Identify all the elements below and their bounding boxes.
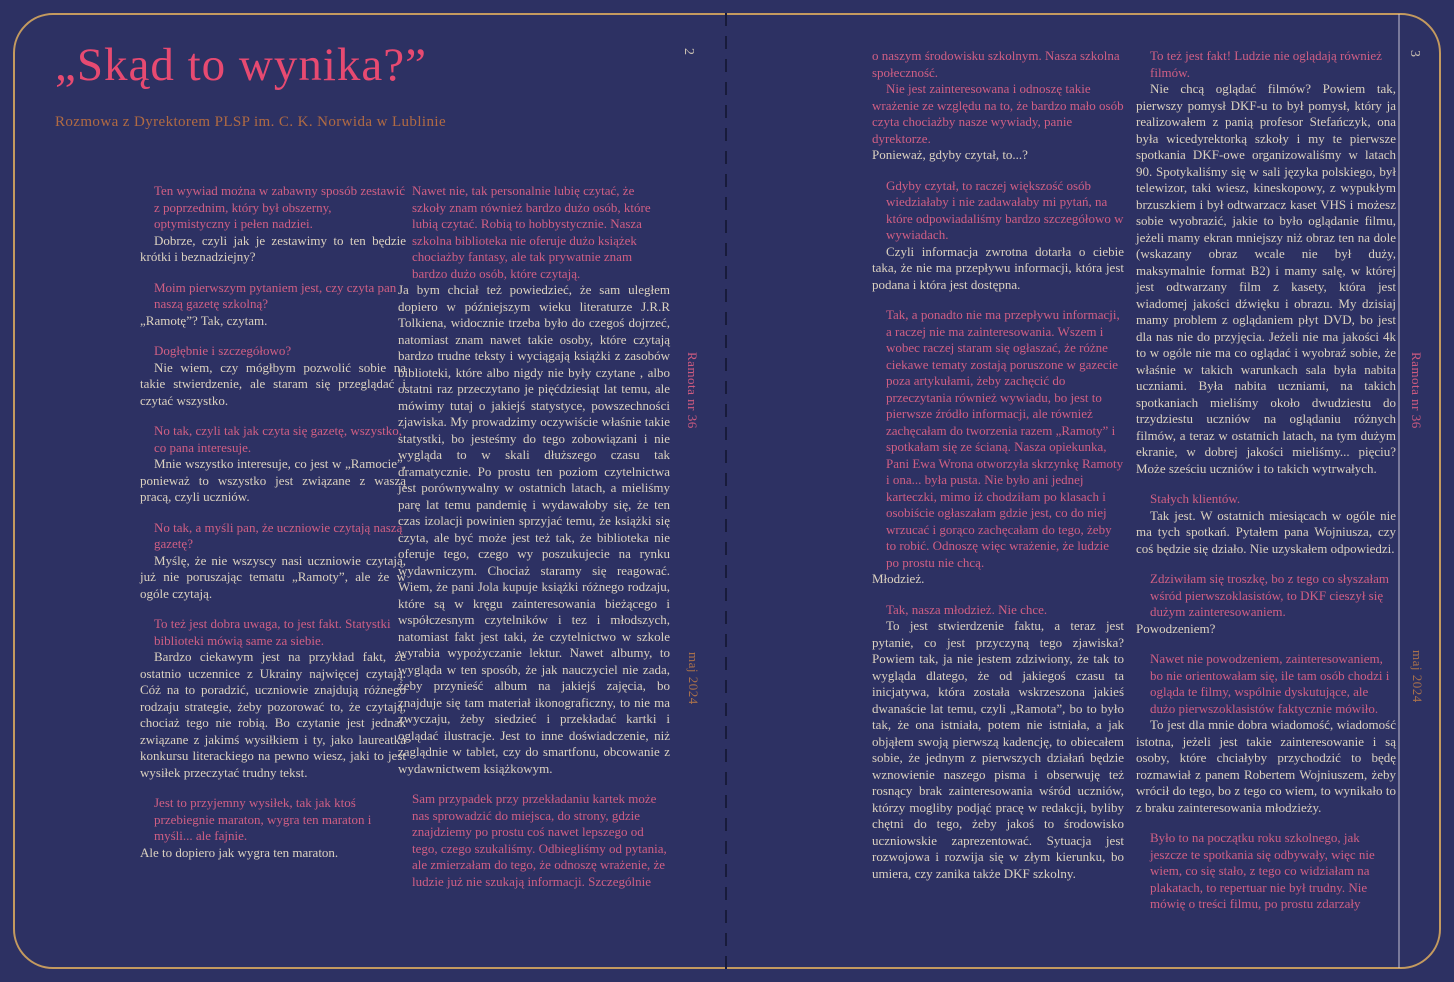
right-page-column-1 <box>872 48 1124 882</box>
interview-answer-paragraph: Młodzież. <box>872 571 925 586</box>
spine-fold-dashed-line <box>725 13 727 969</box>
interview-question-paragraph: To też jest dobra uwaga, to jest fakt. Statystki biblioteki mówią same za siebie. <box>154 616 391 648</box>
left-page-number: 2 <box>681 48 696 56</box>
interview-answer-paragraph: Tak jest. W ostatnich miesiącach w ogóle nie ma tych spotkań. Pytałem pana Wojniusza, czy coś będzie się działo. Nie uzyskałem odpowiedzi. <box>1136 507 1396 556</box>
interview-question-paragraph: Tak, nasza młodzież. Nie chce. <box>886 601 1048 617</box>
interview-answer-paragraph: Bardzo ciekawym jest na przykład fakt, że ostatnio uczennice z Ukrainy najwięcej czytają. Cóż na to poradzić, uczniowie znajdują różnego rodzaju strategie, żeby pozorować to, że czytają, chociaż tego nie robią. Bo czytanie jest jednak związane z jakimś wysiłkiem i ty, jako laureatka konkursu literackiego na pewno wiesz, jaki to jest wysiłek przeczytać trudny tekst. <box>140 649 406 780</box>
page-edge-line <box>1398 14 1400 968</box>
right-date-label: maj 2024 <box>1410 650 1425 703</box>
right-page-column-2 <box>1136 48 1396 913</box>
interview-answer-paragraph: To jest dla mnie dobra wiadomość, wiadomość istotna, jeżeli jest takie zainteresowanie i są osoby, które chciałyby przychodzić to będę rozmawiał z panem Robertem Wojniuszem, żeby wrócił do tego, bo z tego co wiem, to wynikało to z braku zainteresowania młodzieży. <box>1136 717 1396 815</box>
interview-answer-paragraph: Ponieważ, gdyby czytał, to...? <box>872 147 1028 162</box>
interview-answer-paragraph: Powodzeniem? <box>1136 620 1216 636</box>
right-issue-label: Ramota nr 36 <box>1409 352 1424 429</box>
interview-answer-paragraph: Nie wiem, czy mógłbym pozwolić sobie na takie stwierdzenie, ale staram się przeglądać i czytać wszystko. <box>140 359 406 408</box>
interview-question-paragraph: No tak, czyli tak jak czyta się gazetę, wszystko, co pana interesuje. <box>154 423 402 455</box>
interview-answer-paragraph: Dobrze, czyli jak je zestawimy to ten będzie krótki i beznadziejny? <box>140 232 406 264</box>
interview-question-paragraph: Jest to przyjemny wysiłek, tak jak ktoś przebiegnie maraton, wygra ten maraton i myśli... ale fajnie. <box>154 795 372 843</box>
page-subtitle: Rozmowa z Dyrektorem PLSP im. C. K. Norwida w Lublinie <box>55 114 446 130</box>
left-page-column-2 <box>398 183 670 890</box>
left-date-label: maj 2024 <box>686 652 701 705</box>
interview-answer-paragraph: Myślę, że nie wszyscy nasi uczniowie czytają, już nie poruszając tematu „Ramoty”, ale że w ogóle czytają. <box>140 552 406 601</box>
interview-question-paragraph: Ten wywiad można w zabawny sposób zestawić z poprzednim, który był obszerny, optymistyczny i pełen nadziei. <box>154 183 406 231</box>
interview-question-paragraph: Moim pierwszym pytaniem jest, czy czyta pan naszą gazetę szkolną? <box>154 279 397 311</box>
interview-question-paragraph: Sam przypadek przy przekładaniu kartek może nas sprowadzić do miejsca, do strony, gdzie znajdziemy po prostu coś nawet lepszego od tego, czego szukaliśmy. Odbiegliśmy od pytania, ale zmierzałam do tego, że odnoszę wrażenie, że ludzie już nie szukają informacji. Szczególnie <box>412 791 667 889</box>
interview-question-paragraph: Dogłębnie i szczegółowo? <box>154 343 292 358</box>
interview-question-paragraph: Zdziwiłam się troszkę, bo z tego co słyszałam wśród pierwszoklasistów, to DKF cieszył się dużym zainteresowaniem. <box>1150 571 1389 619</box>
interview-answer-paragraph: Nie chcą oglądać filmów? Powiem tak, pierwszy pomysł DKF-u to był pomysł, który ja realizowałem z panią profesor Stefańczyk, ona była wicedyrektorką szkoły i my te pierwsze spotkania DKF-owe organizowaliśmy w latach 90. Spotykaliśmy się w sali języka polskiego, był telewizor, taki wiesz, kineskopowy, z wypukłym brzuszkiem i był odtwarzacz kaset VHS i możesz sobie wyobrazić, jakie to było oglądanie filmu, jeżeli mamy ekran mniejszy niż obraz ten na dole (wskazany obraz wcale nie był duży, maksymalnie format B2) i mamy salę, w której jest odtwarzany film z kasety, która jest wiadomej jakości dźwięku i obrazu. My dzisiaj mamy problem z oglądaniem płyt DVD, bo jest dla nas nie do przyjęcia. Jeżeli nie ma jakości 4k to w ogóle nie ma co oglądać i wyobraź sobie, że właśnie w takich warunkach sala była nabita uczniami. Była nabita uczniami, na takich spotkaniach mieliśmy około dwudziestu do trzydziestu uczniów na oglądaniu różnych filmów, a teraz w ostatnich latach, na tym dużym ekranie, w dobrej jakości mieliśmy... pięciu? Może sześciu uczniów i to takich wytrwałych. <box>1136 81 1396 476</box>
interview-question-paragraph: Było to na początku roku szkolnego, jak jeszcze te spotkania się odbywały, więc nie wiem, co się stało, z tego co widziałam na plakatach, to repertuar nie był trudny. Nie mówię o treści filmu, po prostu zdarzały <box>1150 830 1375 911</box>
interview-question-paragraph: o naszym środowisku szkolnym. Nasza szkolna społeczność. <box>872 48 1120 80</box>
interview-question-paragraph: Stałych klientów. <box>1150 491 1241 506</box>
interview-question-paragraph: Tak, a ponadto nie ma przepływu informacji, a raczej nie ma zainteresowania. Wszem i wobec raczej staram się ogłaszać, że różne ciekawe tematy zostają poruszone w gazecie poza artykułami, żeby zachęcić do przeczytania również wywiadu, bo jest to pierwsze źródło informacji, ale również zachęcałam do tworzenia razem „Ramoty” i spotkałam się ze ścianą. Nasza opiekunka, Pani Ewa Wrona otworzyła skrzynkę Ramoty i ona... była pusta. Nie było ani jednej karteczki, mimo iż chodziłam po klasach i osobiście ogłaszałam gdzie jest, co do niej wrzucać i gorąco zachęcałam do tego, żeby to robić. Odnoszę więc wrażenie, że ludzie po prostu nie chcą. <box>886 307 1124 570</box>
interview-question-paragraph: Nawet nie, tak personalnie lubię czytać, że szkoły znam również bardzo dużo osób, które lubią czytać. Robią to hobbystycznie. Nasza szkolna biblioteka nie oferuje dużo książek chociażby fantasy, ale tak prywatnie znam bardzo dużo osób, które czytają. <box>412 183 651 281</box>
right-page-number: 3 <box>1407 50 1422 58</box>
page-title: „Skąd to wynika?” <box>55 39 428 91</box>
interview-question-paragraph: Nie jest zainteresowana i odnoszę takie wrażenie ze względu na to, że bardzo mało osób czyta chociażby nasze wywiady, panie dyrektorze. <box>872 81 1124 146</box>
left-page-column-1 <box>140 183 406 861</box>
interview-question-paragraph: Nawet nie powodzeniem, zainteresowaniem, bo nie orientowałam się, ile tam osób chodzi i ogląda te filmy, wspólnie dyskutujące, ale dużo pierwszoklasistów faktycznie mówiło. <box>1150 651 1390 716</box>
interview-question-paragraph: To też jest fakt! Ludzie nie oglądają również filmów. <box>1150 48 1382 80</box>
interview-question-paragraph: No tak, a myśli pan, że uczniowie czytają naszą gazetę? <box>154 519 403 551</box>
interview-answer-paragraph: Mnie wszystko interesuje, co jest w „Ramocie”, ponieważ to wszystko jest związane z waszą pracą, czyli uczniów. <box>140 456 406 504</box>
interview-answer-paragraph: To jest stwierdzenie faktu, a teraz jest pytanie, co jest przyczyną tego zjawiska? Powiem tak, ja nie jestem zdziwiony, że tak to wygląda dlatego, że od jakiegoś czasu ta inicjatywa, która została wskrzeszona jakieś dwanaście lat temu, czyli „Ramota”, bo to było tak, że ona istniała, potem nie istniała, a jak objąłem swoją pierwszą kadencję, to obiecałem sobie, że jednym z pierwszych działań będzie wznowienie naszego pisma i obserwuję też rosnący brak zainteresowania wśród uczniów, którzy mogliby podjąć pracę w redakcji, byliby chętni do tego, żeby jakoś to środowisko uczniowskie zaprezentować. Sytuacja jest rozwojowa i rozwija się w złym kierunku, bo umiera, czy zanika także DKF szkolny. <box>872 618 1124 881</box>
interview-answer-paragraph: Ale to dopiero jak wygra ten maraton. <box>140 844 339 860</box>
interview-question-paragraph: Gdyby czytał, to raczej większość osób wiedziałaby i nie zadawałaby mi pytań, na które odpowiadaliśmy bardzo szczegółowo w wywiadach. <box>886 177 1124 242</box>
interview-answer-paragraph: „Ramotę”? Tak, czytam. <box>140 312 268 328</box>
left-issue-label: Ramota nr 36 <box>685 352 700 429</box>
interview-answer-paragraph: Czyli informacja zwrotna dotarła o ciebie taka, że nie ma przepływu informacji, która jest podana i która jest dostępna. <box>872 243 1124 292</box>
article-header <box>55 38 635 131</box>
interview-answer-paragraph: Ja bym chciał też powiedzieć, że sam uległem dopiero w późniejszym wieku literaturze J.R.R Tolkiena, widocznie trzeba było do czegoś dojrzeć, natomiast znam nawet takie osoby, które czytają bardzo trudne teksty i wyciągają książki z zasobów biblioteki, które albo nigdy nie były czytane , albo ostatni raz przeczytano je pięćdziesiąt lat temu, ale mówimy tutaj o jakiejś statystyce, powszechności zjawiska. My prowadzimy oczywiście właśnie takie statystki, bo jesteśmy do tego zobowiązani i nie wygląda to w skali dłuższego czasu tak dramatycznie. Po prostu ten poziom czytelnictwa jest porównywalny w ostatnich latach, a mieliśmy parę lat temu pandemię i wydawałoby się, że ten czas izolacji powinien sprzyjać temu, że książki się czyta, ale być może jest też tak, że biblioteka nie oferuje tego, czego wy poszukujecie na rynku wydawniczym. Chociaż staramy się reagować. Wiem, że pani Jola kupuje książki różnego rodzaju, które są w kręgu zainteresowania bieżącego i współczesnym czytelników i tez i młodszych, natomiast fakt jest taki, że czytelnictwo w szkole wyrabia wypożyczanie lektur. Nawet albumy, to wygląda w ten sposób, że jak nauczyciel nie zada, żeby przynieść album na jakiejś zajęcia, bo znajduje się tam materiał ikonograficzny, to nie ma zwyczaju, żeby siedzieć i przekładać kartki i oglądać ilustracje. Jest to inne doświadczenie, niż zaglądnie w tablet, czy do smartfonu, obcowanie z wydawnictwem książkowym. <box>398 282 670 776</box>
